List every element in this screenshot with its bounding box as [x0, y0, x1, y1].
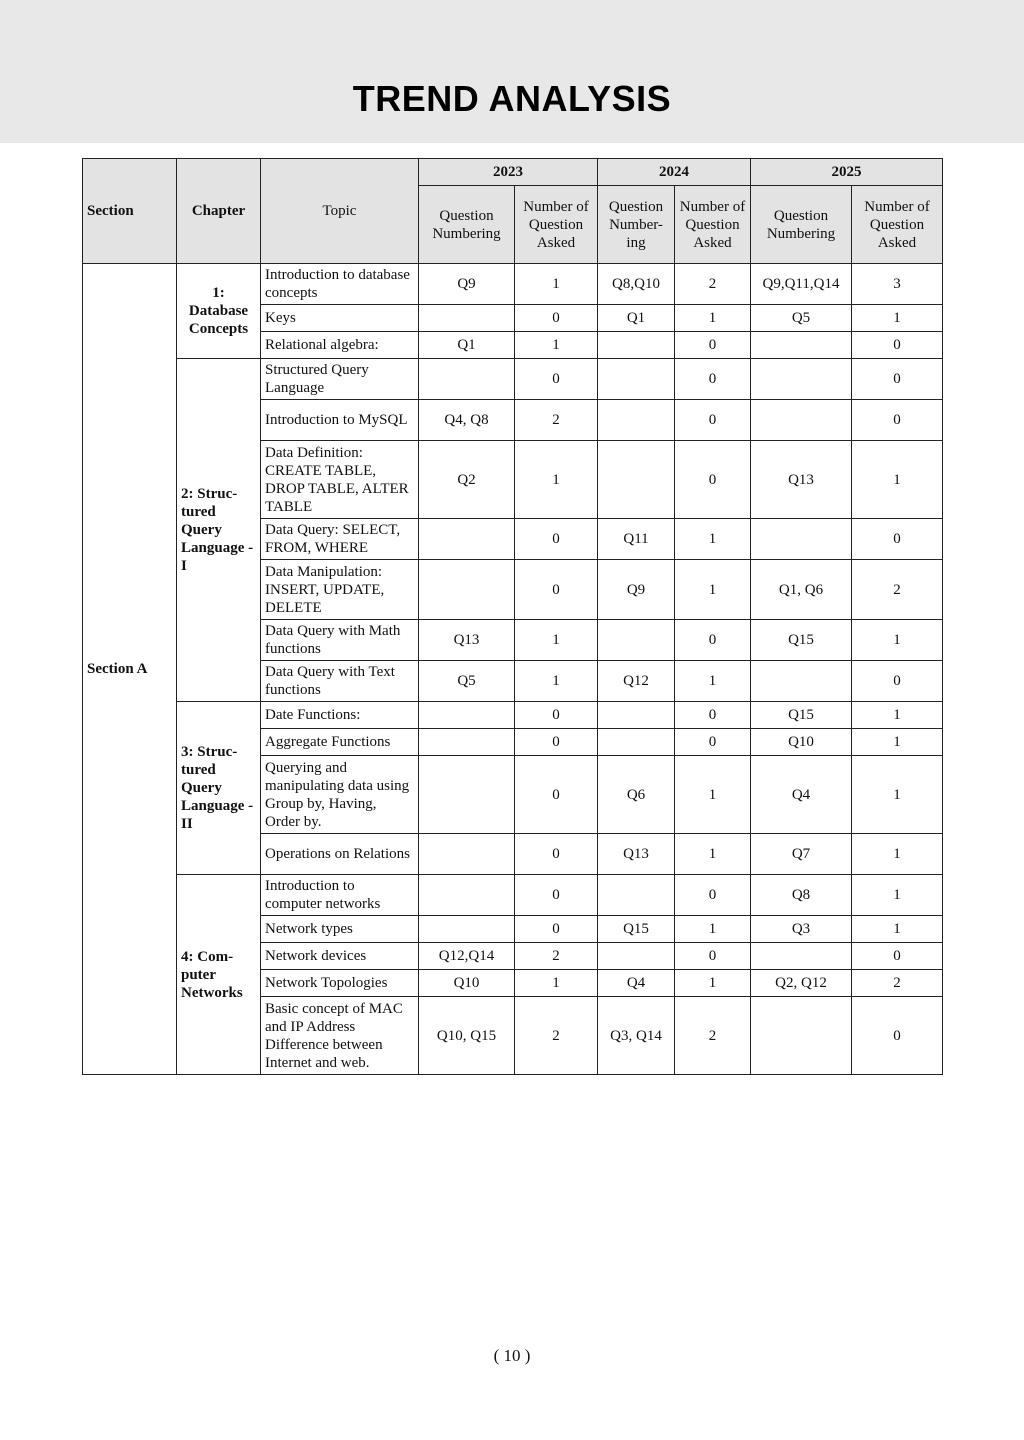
- qnum-2023-cell: Q13: [419, 620, 515, 661]
- trend-analysis-table: [82, 158, 943, 1075]
- qnum-2025-cell: Q15: [751, 702, 852, 729]
- qnum-2024-cell: [598, 875, 675, 916]
- header-section: Section: [83, 159, 177, 264]
- qnum-2024-cell: Q3, Q14: [598, 997, 675, 1075]
- count-2023-cell: 0: [515, 729, 598, 756]
- topic-cell: Introduction to computer networks: [261, 875, 419, 916]
- qnum-2025-cell: Q7: [751, 834, 852, 875]
- count-2023-cell: 1: [515, 332, 598, 359]
- chapter-cell: 2: Struc-tured Query Language - I: [177, 359, 261, 702]
- topic-cell: Structured Query Language: [261, 359, 419, 400]
- count-2024-cell: 0: [675, 943, 751, 970]
- count-2023-cell: 0: [515, 560, 598, 620]
- qnum-2024-cell: [598, 332, 675, 359]
- count-2024-cell: 0: [675, 620, 751, 661]
- qnum-2024-cell: Q4: [598, 970, 675, 997]
- title-banner: [0, 0, 1024, 143]
- qnum-2024-cell: Q6: [598, 756, 675, 834]
- count-2024-cell: 1: [675, 560, 751, 620]
- qnum-2024-cell: [598, 441, 675, 519]
- qnum-2023-cell: Q1: [419, 332, 515, 359]
- table-row: [83, 359, 943, 400]
- count-2025-cell: 0: [852, 359, 943, 400]
- header-qnum-2025: Question Numbering: [751, 186, 852, 264]
- header-chapter: Chapter: [177, 159, 261, 264]
- count-2023-cell: 0: [515, 519, 598, 560]
- qnum-2023-cell: Q5: [419, 661, 515, 702]
- page-title: TREND ANALYSIS: [352, 78, 672, 119]
- qnum-2023-cell: Q4, Q8: [419, 400, 515, 441]
- qnum-2023-cell: [419, 756, 515, 834]
- qnum-2025-cell: [751, 661, 852, 702]
- qnum-2024-cell: [598, 359, 675, 400]
- header-qnum-2023: Question Numbering: [419, 186, 515, 264]
- header-year-2023: 2023: [419, 159, 598, 186]
- topic-cell: Date Functions:: [261, 702, 419, 729]
- count-2023-cell: 0: [515, 702, 598, 729]
- count-2023-cell: 0: [515, 305, 598, 332]
- qnum-2025-cell: Q2, Q12: [751, 970, 852, 997]
- table-row: [83, 875, 943, 916]
- topic-cell: Keys: [261, 305, 419, 332]
- qnum-2025-cell: [751, 359, 852, 400]
- topic-cell: Basic concept of MAC and IP Address Difference between Internet and web.: [261, 997, 419, 1075]
- qnum-2023-cell: [419, 729, 515, 756]
- count-2025-cell: 1: [852, 729, 943, 756]
- qnum-2025-cell: Q13: [751, 441, 852, 519]
- header-year-2025: 2025: [751, 159, 943, 186]
- qnum-2024-cell: [598, 702, 675, 729]
- topic-cell: Data Manipulation: INSERT, UPDATE, DELETE: [261, 560, 419, 620]
- page-number: ( 10 ): [493, 1346, 531, 1365]
- qnum-2023-cell: [419, 834, 515, 875]
- topic-cell: Aggregate Functions: [261, 729, 419, 756]
- count-2023-cell: 1: [515, 264, 598, 305]
- count-2024-cell: 0: [675, 729, 751, 756]
- count-2024-cell: 2: [675, 264, 751, 305]
- topic-cell: Relational algebra:: [261, 332, 419, 359]
- count-2023-cell: 0: [515, 756, 598, 834]
- count-2025-cell: 0: [852, 943, 943, 970]
- topic-cell: Data Query with Text functions: [261, 661, 419, 702]
- qnum-2023-cell: Q2: [419, 441, 515, 519]
- qnum-2024-cell: Q9: [598, 560, 675, 620]
- count-2025-cell: 0: [852, 332, 943, 359]
- topic-cell: Data Definition: CREATE TABLE, DROP TABLE, ALTER TABLE: [261, 441, 419, 519]
- qnum-2025-cell: Q9,Q11,Q14: [751, 264, 852, 305]
- count-2025-cell: 0: [852, 661, 943, 702]
- count-2024-cell: 1: [675, 756, 751, 834]
- qnum-2023-cell: [419, 875, 515, 916]
- qnum-2023-cell: [419, 560, 515, 620]
- header-topic: Topic: [261, 159, 419, 264]
- qnum-2024-cell: Q8,Q10: [598, 264, 675, 305]
- count-2023-cell: 1: [515, 441, 598, 519]
- qnum-2025-cell: Q15: [751, 620, 852, 661]
- topic-cell: Data Query with Math functions: [261, 620, 419, 661]
- count-2024-cell: 1: [675, 519, 751, 560]
- count-2025-cell: 1: [852, 620, 943, 661]
- qnum-2023-cell: Q10, Q15: [419, 997, 515, 1075]
- count-2023-cell: 1: [515, 661, 598, 702]
- count-2024-cell: 1: [675, 305, 751, 332]
- count-2025-cell: 3: [852, 264, 943, 305]
- count-2024-cell: 1: [675, 834, 751, 875]
- count-2023-cell: 2: [515, 400, 598, 441]
- count-2025-cell: 1: [852, 756, 943, 834]
- qnum-2024-cell: [598, 943, 675, 970]
- count-2025-cell: 1: [852, 305, 943, 332]
- header-year-2024: 2024: [598, 159, 751, 186]
- count-2023-cell: 0: [515, 875, 598, 916]
- count-2023-cell: 2: [515, 997, 598, 1075]
- count-2024-cell: 1: [675, 916, 751, 943]
- qnum-2024-cell: Q15: [598, 916, 675, 943]
- count-2024-cell: 2: [675, 997, 751, 1075]
- qnum-2025-cell: Q10: [751, 729, 852, 756]
- qnum-2025-cell: Q4: [751, 756, 852, 834]
- header-count-2024: Number of Question Asked: [675, 186, 751, 264]
- qnum-2025-cell: [751, 997, 852, 1075]
- qnum-2023-cell: [419, 359, 515, 400]
- count-2025-cell: 1: [852, 702, 943, 729]
- count-2025-cell: 0: [852, 519, 943, 560]
- chapter-cell: 3: Struc-tured Query Language - II: [177, 702, 261, 875]
- count-2025-cell: 0: [852, 997, 943, 1075]
- qnum-2023-cell: [419, 519, 515, 560]
- qnum-2024-cell: [598, 729, 675, 756]
- qnum-2025-cell: [751, 400, 852, 441]
- count-2025-cell: 1: [852, 875, 943, 916]
- topic-cell: Network Topologies: [261, 970, 419, 997]
- qnum-2024-cell: [598, 620, 675, 661]
- count-2023-cell: 2: [515, 943, 598, 970]
- count-2024-cell: 1: [675, 970, 751, 997]
- qnum-2025-cell: Q3: [751, 916, 852, 943]
- count-2025-cell: 1: [852, 441, 943, 519]
- count-2023-cell: 1: [515, 620, 598, 661]
- qnum-2025-cell: [751, 332, 852, 359]
- count-2025-cell: 0: [852, 400, 943, 441]
- qnum-2023-cell: [419, 305, 515, 332]
- count-2024-cell: 0: [675, 702, 751, 729]
- count-2024-cell: 0: [675, 875, 751, 916]
- topic-cell: Introduction to MySQL: [261, 400, 419, 441]
- topic-cell: Network devices: [261, 943, 419, 970]
- count-2024-cell: 0: [675, 441, 751, 519]
- header-count-2025: Number of Question Asked: [852, 186, 943, 264]
- topic-cell: Data Query: SELECT, FROM, WHERE: [261, 519, 419, 560]
- qnum-2025-cell: [751, 943, 852, 970]
- topic-cell: Network types: [261, 916, 419, 943]
- qnum-2024-cell: [598, 400, 675, 441]
- count-2023-cell: 0: [515, 916, 598, 943]
- count-2025-cell: 2: [852, 970, 943, 997]
- chapter-cell: 4: Com-puter Networks: [177, 875, 261, 1075]
- count-2024-cell: 0: [675, 332, 751, 359]
- qnum-2023-cell: Q9: [419, 264, 515, 305]
- count-2023-cell: 0: [515, 359, 598, 400]
- topic-cell: Operations on Relations: [261, 834, 419, 875]
- count-2023-cell: 1: [515, 970, 598, 997]
- count-2025-cell: 1: [852, 916, 943, 943]
- qnum-2023-cell: [419, 916, 515, 943]
- chapter-cell: 1: Database Concepts: [177, 264, 261, 359]
- table-row: [83, 264, 943, 305]
- qnum-2025-cell: Q8: [751, 875, 852, 916]
- qnum-2025-cell: Q1, Q6: [751, 560, 852, 620]
- table-row: [83, 702, 943, 729]
- qnum-2025-cell: [751, 519, 852, 560]
- header-count-2023: Number of Question Asked: [515, 186, 598, 264]
- qnum-2024-cell: Q12: [598, 661, 675, 702]
- count-2023-cell: 0: [515, 834, 598, 875]
- topic-cell: Querying and manipulating data using Group by, Having, Order by.: [261, 756, 419, 834]
- count-2025-cell: 1: [852, 834, 943, 875]
- header-qnum-2024: Question Number-ing: [598, 186, 675, 264]
- count-2024-cell: 0: [675, 359, 751, 400]
- qnum-2023-cell: Q10: [419, 970, 515, 997]
- qnum-2024-cell: Q13: [598, 834, 675, 875]
- qnum-2023-cell: Q12,Q14: [419, 943, 515, 970]
- qnum-2023-cell: [419, 702, 515, 729]
- count-2025-cell: 2: [852, 560, 943, 620]
- qnum-2024-cell: Q1: [598, 305, 675, 332]
- topic-cell: Introduction to database concepts: [261, 264, 419, 305]
- count-2024-cell: 0: [675, 400, 751, 441]
- qnum-2024-cell: Q11: [598, 519, 675, 560]
- count-2024-cell: 1: [675, 661, 751, 702]
- section-cell: Section A: [83, 264, 177, 1075]
- qnum-2025-cell: Q5: [751, 305, 852, 332]
